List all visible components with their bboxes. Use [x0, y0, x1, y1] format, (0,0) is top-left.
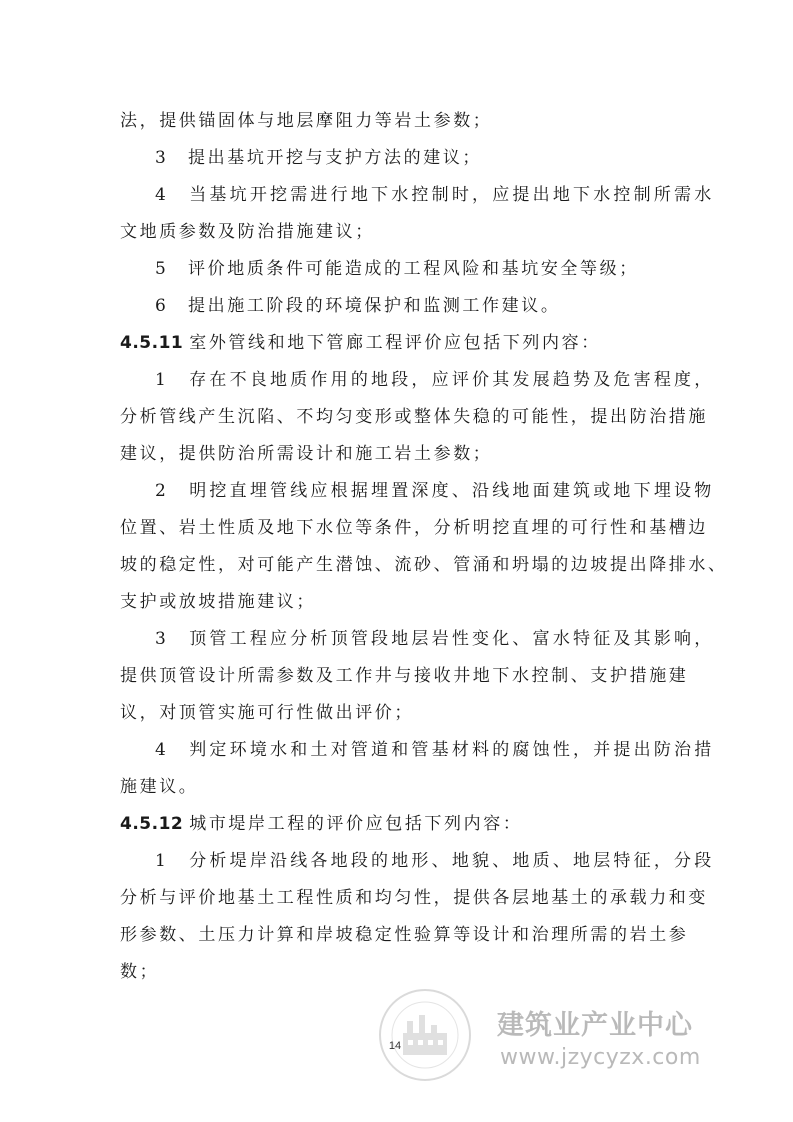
- list-item-2: 2 明挖直埋管线应根据埋置深度、沿线地面建筑或地下埋设物: [155, 481, 715, 501]
- paragraph-line: 文地质参数及防治措施建议；: [120, 222, 375, 242]
- paragraph-line: 议，对顶管实施可行性做出评价；: [120, 703, 414, 723]
- watermark-url: www.jzycyzx.com: [500, 1045, 701, 1070]
- clause-number: 4.5.11: [120, 333, 184, 353]
- paragraph-line: 形参数、土压力计算和岸坡稳定性验算等设计和治理所需的岩土参: [120, 925, 689, 945]
- paragraph-line: 提供顶管设计所需参数及工作井与接收井地下水控制、支护措施建: [120, 666, 689, 686]
- paragraph-line: 支护或放坡措施建议；: [120, 592, 316, 612]
- clause-title: 城市堤岸工程的评价应包括下列内容：: [189, 814, 523, 834]
- clause-heading: [120, 813, 680, 835]
- list-item-6: 6 提出施工阶段的环境保护和监测工作建议。: [155, 296, 561, 316]
- paragraph-line: 坡的稳定性，对可能产生潜蚀、流砂、管涌和坍塌的边坡提出降排水、: [120, 555, 728, 575]
- list-item-1: 1 存在不良地质作用的地段，应评价其发展趋势及危害程度，: [155, 370, 715, 390]
- paragraph-line: 分析与评价地基土工程性质和均匀性，提供各层地基土的承载力和变: [120, 888, 708, 908]
- watermark-seal-icon: [375, 985, 505, 1085]
- paragraph-line: 建议，提供防治所需设计和施工岩土参数；: [120, 444, 493, 464]
- clause-number: 4.5.12: [120, 814, 184, 834]
- paragraph-line: 施建议。: [120, 777, 199, 797]
- list-item-1: 1 分析堤岸沿线各地段的地形、地貌、地质、地层特征，分段: [155, 851, 715, 871]
- list-item-3: 3 提出基坑开挖与支护方法的建议；: [155, 148, 483, 168]
- paragraph-line: 分析管线产生沉陷、不均匀变形或整体失稳的可能性，提出防治措施: [120, 407, 708, 427]
- paragraph-line: 法，提供锚固体与地层摩阻力等岩土参数；: [120, 111, 493, 131]
- watermark-name: 建筑业产业中心: [497, 1010, 693, 1041]
- list-item-5: 5 评价地质条件可能造成的工程风险和基坑安全等级；: [155, 259, 639, 279]
- list-item-3: 3 顶管工程应分析顶管段地层岩性变化、富水特征及其影响，: [155, 629, 715, 649]
- clause-title: 室外管线和地下管廊工程评价应包括下列内容：: [189, 333, 601, 353]
- clause-heading: [120, 332, 680, 354]
- paragraph-line: 位置、岩土性质及地下水位等条件，分析明挖直埋的可行性和基槽边: [120, 518, 708, 538]
- paragraph-line: 数；: [120, 962, 160, 982]
- list-item-4: 4 判定环境水和土对管道和管基材料的腐蚀性，并提出防治措: [155, 740, 715, 760]
- page-number: 14: [388, 1040, 402, 1052]
- list-item-4: 4 当基坑开挖需进行地下水控制时，应提出地下水控制所需水: [155, 185, 715, 205]
